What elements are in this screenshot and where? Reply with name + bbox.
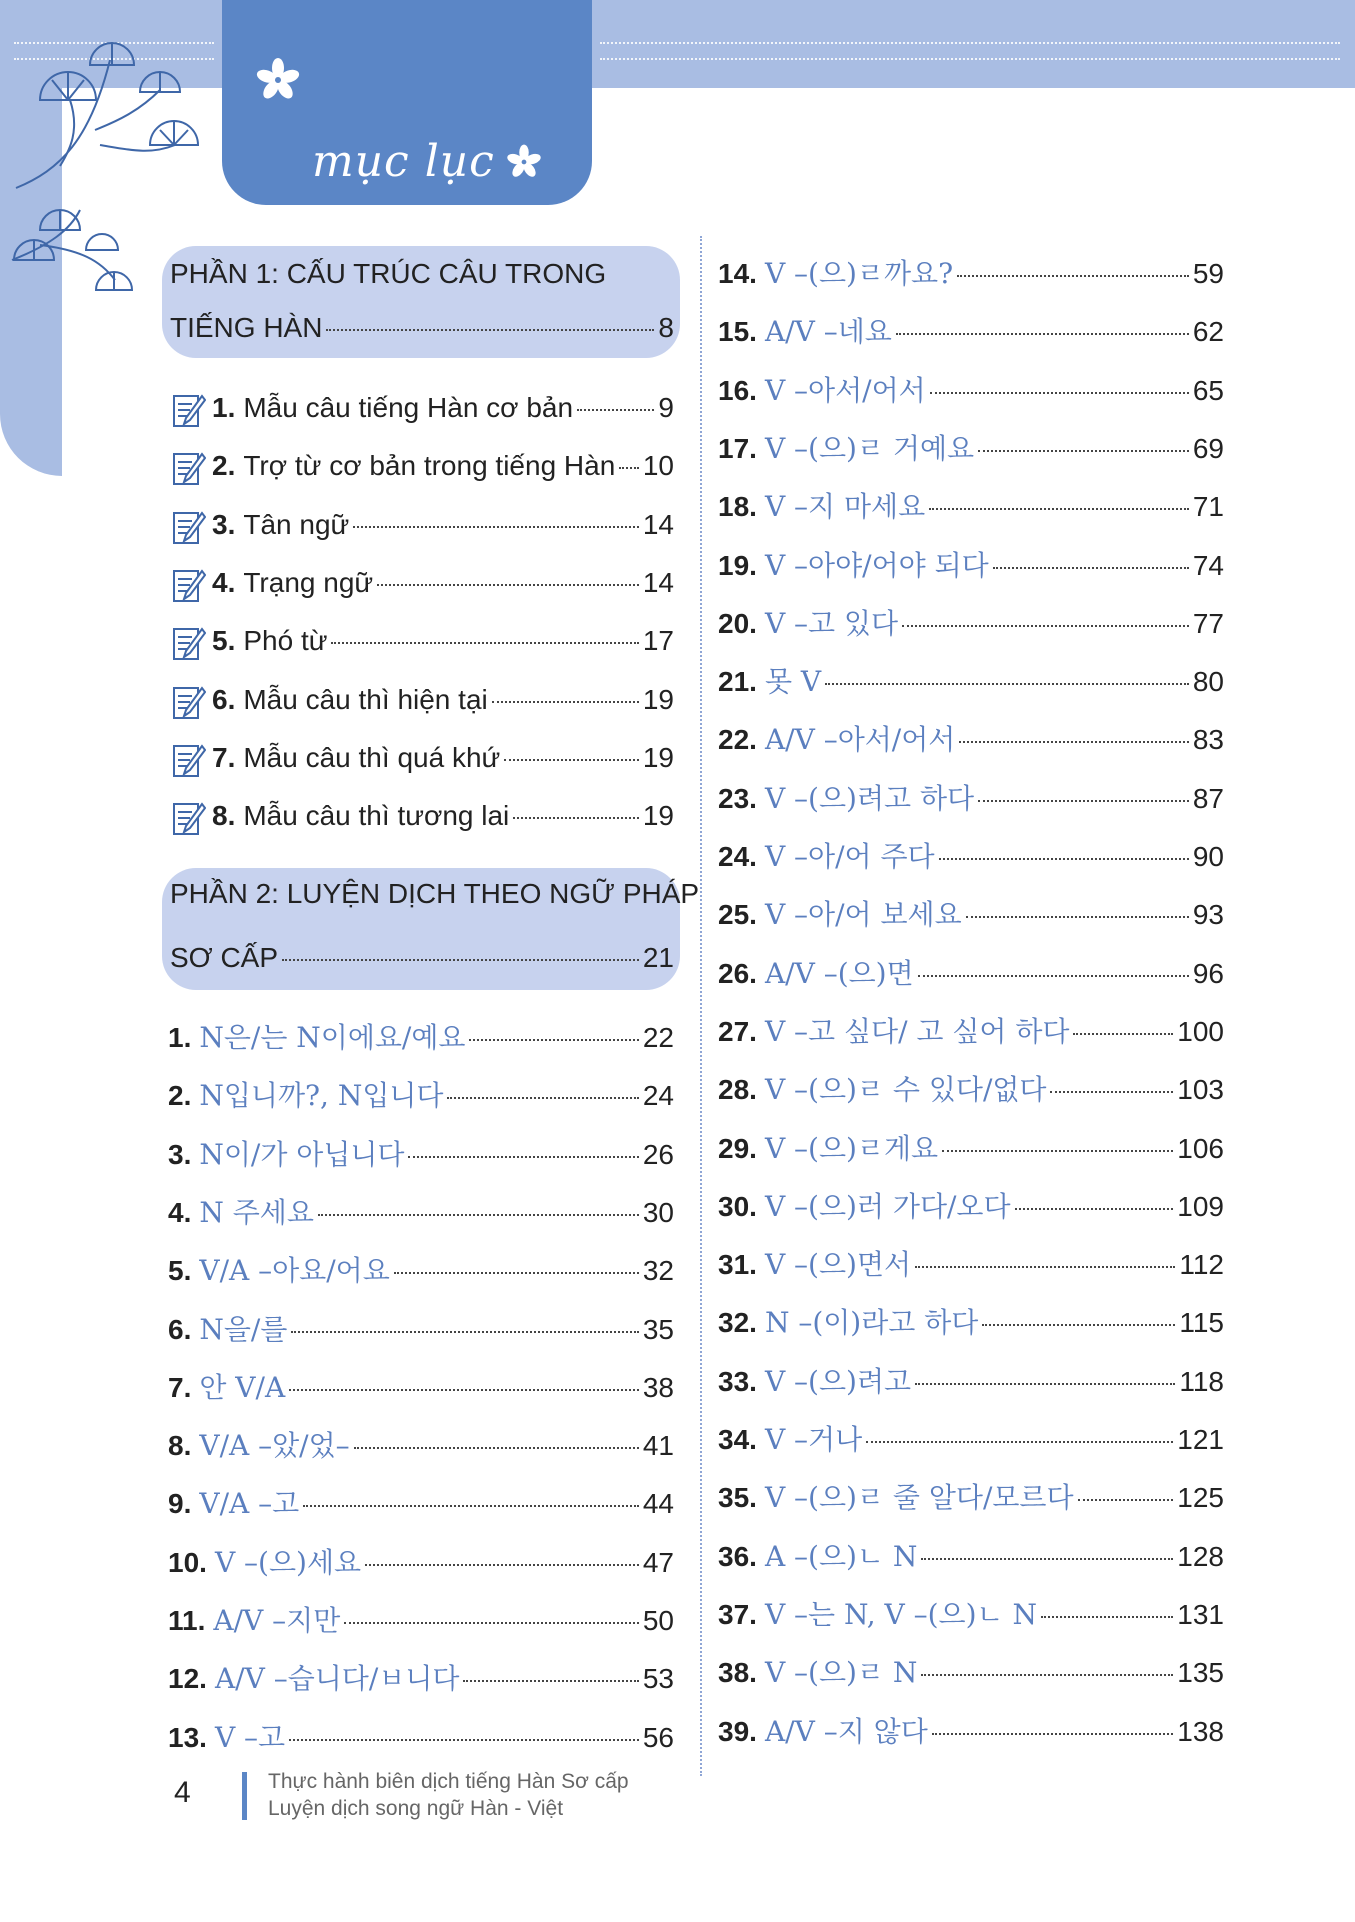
dot-leader — [1015, 1208, 1174, 1210]
toc-entry-page: 32 — [642, 1255, 674, 1287]
footer-page-number: 4 — [174, 1776, 191, 1809]
dot-leader — [978, 800, 1189, 802]
note-pencil-icon — [172, 800, 206, 836]
toc-entry-title: N은/는 N이에요/예요 — [199, 1021, 466, 1054]
toc-entry[interactable] — [718, 1651, 1224, 1691]
dot-leader — [354, 1447, 639, 1449]
dot-leader — [1041, 1616, 1173, 1618]
toc-entry[interactable] — [168, 1249, 674, 1289]
dot-leader — [959, 741, 1189, 743]
toc-entry-number: 4. — [212, 566, 236, 598]
footer-divider — [242, 1772, 247, 1820]
toc-entry[interactable] — [718, 1476, 1224, 1516]
toc-entry-title: N이/가 아닙니다 — [199, 1137, 405, 1171]
toc-entry-title: V –(으)ㄹ N — [764, 1656, 918, 1690]
toc-entry[interactable] — [212, 625, 674, 665]
toc-entry-title: Mẫu câu thì quá khứ — [243, 741, 501, 773]
dot-leader — [993, 567, 1189, 569]
toc-entry-number: 5. — [168, 1255, 192, 1287]
toc-entry-title: V –(으)ㄹ 줄 알다/모르다 — [764, 1481, 1074, 1515]
toc-entry-title: Trạng ngữ — [243, 566, 374, 598]
toc-entry-title: V –고 — [214, 1720, 286, 1754]
toc-entry[interactable] — [718, 252, 1224, 292]
toc-entry-page: 87 — [1192, 782, 1224, 814]
dot-leader — [942, 1150, 1173, 1152]
toc-entry-page: 65 — [1192, 374, 1224, 406]
toc-entry-number: 13. — [168, 1721, 207, 1753]
toc-entry-number: 4. — [168, 1196, 192, 1228]
toc-entry-page: 109 — [1177, 1190, 1224, 1222]
dot-leader — [463, 1680, 638, 1682]
dot-leader — [504, 759, 639, 761]
toc-entry-number: 3. — [168, 1138, 192, 1170]
toc-entry[interactable] — [212, 509, 674, 549]
toc-entry[interactable] — [168, 1133, 674, 1173]
dot-leader — [353, 526, 639, 528]
toc-entry-number: 23. — [718, 782, 757, 814]
dot-leader — [289, 1739, 639, 1741]
toc-entry[interactable] — [212, 684, 674, 724]
toc-entry[interactable] — [718, 602, 1224, 642]
dot-leader — [303, 1505, 639, 1507]
toc-entry[interactable] — [718, 835, 1224, 875]
toc-entry[interactable] — [168, 1424, 674, 1464]
toc-entry[interactable] — [718, 1710, 1224, 1750]
toc-entry-number: 22. — [718, 724, 757, 756]
toc-entry-page: 112 — [1179, 1249, 1224, 1281]
toc-entry-page: 50 — [642, 1605, 674, 1636]
toc-entry-number: 7. — [212, 741, 236, 773]
toc-entry[interactable] — [212, 742, 674, 782]
toc-entry-page: 135 — [1177, 1657, 1224, 1689]
section-part-2-title: PHẦN 2: LUYỆN DỊCH THEO NGỮ PHÁP — [170, 878, 700, 909]
toc-entry-number: 14. — [718, 258, 757, 289]
toc-entry-page: 19 — [642, 741, 674, 773]
toc-entry[interactable] — [168, 1308, 674, 1348]
toc-entry-title: N을/를 — [199, 1312, 288, 1346]
toc-entry-number: 29. — [718, 1132, 757, 1164]
dot-leader — [377, 584, 639, 586]
toc-entry-title: V –(으)려고 하다 — [764, 781, 975, 815]
toc-entry-title: Mẫu câu tiếng Hàn cơ bản — [243, 392, 574, 423]
toc-entry-number: 36. — [718, 1540, 757, 1572]
toc-entry-page: 80 — [1192, 666, 1224, 698]
toc-entry-title: V –거나 — [764, 1423, 863, 1456]
toc-entry-title: V –(으)ㄹ 거예요 — [764, 431, 975, 465]
page-title: mục lục — [312, 136, 495, 187]
toc-entry[interactable] — [718, 1068, 1224, 1108]
dot-leader — [902, 625, 1189, 627]
toc-entry-title: Trợ từ cơ bản trong tiếng Hàn — [243, 450, 616, 482]
toc-entry-number: 11. — [168, 1605, 206, 1636]
note-pencil-icon — [172, 509, 206, 545]
toc-entry-page: 56 — [642, 1721, 674, 1753]
toc-entry-number: 16. — [718, 374, 757, 406]
toc-entry-number: 8. — [168, 1430, 192, 1462]
toc-entry[interactable] — [168, 1191, 674, 1231]
dot-leader — [982, 1324, 1175, 1326]
dot-leader — [939, 858, 1189, 860]
toc-entry-number: 3. — [212, 508, 236, 540]
top-band — [0, 0, 1355, 88]
toc-entry-title: A/V –아서/어서 — [764, 723, 956, 757]
toc-entry-title: V –(으)면서 — [764, 1248, 912, 1282]
dot-leader — [318, 1214, 639, 1216]
dot-leader — [896, 333, 1189, 335]
dot-leader — [469, 1039, 638, 1041]
toc-entry-number: 21. — [718, 666, 757, 698]
note-pencil-icon — [172, 567, 206, 603]
toc-entry[interactable] — [212, 392, 674, 432]
dotted-line — [600, 42, 1340, 44]
toc-entry[interactable] — [212, 567, 674, 607]
toc-entry[interactable] — [168, 1016, 674, 1056]
footer-book-title: Thực hành biên dịch tiếng Hàn Sơ cấp — [268, 1770, 629, 1793]
dot-leader — [915, 1266, 1175, 1268]
toc-entry-title: V –아서/어서 — [764, 373, 926, 407]
toc-entry-number: 34. — [718, 1424, 757, 1455]
toc-entry-number: 8. — [212, 800, 236, 832]
toc-entry[interactable] — [168, 1366, 674, 1406]
toc-entry[interactable] — [718, 1185, 1224, 1225]
toc-entry-number: 25. — [718, 899, 757, 931]
toc-entry[interactable] — [718, 1301, 1224, 1341]
dot-leader — [921, 1674, 1173, 1676]
dot-leader — [1073, 1033, 1173, 1035]
dot-leader — [447, 1097, 638, 1099]
toc-entry-title: N –(이)라고 하다 — [764, 1306, 979, 1340]
toc-entry-page: 115 — [1179, 1307, 1224, 1339]
toc-entry-number: 10. — [168, 1546, 207, 1578]
toc-entry-title: V –는 N, V –(으)ㄴ N — [764, 1597, 1037, 1631]
dot-leader — [915, 1383, 1175, 1385]
dot-leader — [932, 1733, 1174, 1735]
toc-entry-number: 35. — [718, 1482, 757, 1514]
toc-entry-page: 83 — [1192, 724, 1224, 756]
toc-entry-page: 9 — [658, 392, 674, 423]
toc-entry[interactable] — [718, 1360, 1224, 1400]
page-number: 21 — [642, 942, 674, 973]
toc-entry-title: A/V –네요 — [764, 315, 892, 349]
dot-leader — [577, 409, 654, 411]
dot-leader — [825, 683, 1189, 685]
toc-entry[interactable] — [718, 1593, 1224, 1633]
toc-entry-number: 6. — [212, 683, 236, 715]
toc-entry-number: 26. — [718, 957, 757, 989]
toc-entry-page: 125 — [1177, 1482, 1224, 1514]
toc-entry-title: A/V –지만 — [213, 1604, 341, 1637]
toc-entry[interactable] — [168, 1599, 674, 1639]
toc-entry-title: Mẫu câu thì hiện tại — [243, 683, 488, 715]
section-part-1-entry[interactable] — [170, 312, 674, 352]
dot-leader — [326, 329, 654, 331]
toc-entry-page: 30 — [642, 1196, 674, 1228]
toc-entry-page: 35 — [642, 1313, 674, 1345]
toc-entry-number: 1. — [168, 1022, 192, 1053]
note-pencil-icon — [172, 450, 206, 486]
toc-entry-title: V –지 마세요 — [764, 490, 926, 524]
toc-entry[interactable] — [718, 660, 1224, 700]
toc-entry-title: V/A –아요/어요 — [199, 1254, 390, 1288]
toc-entry-page: 71 — [1192, 491, 1224, 523]
toc-entry-page: 96 — [1192, 957, 1224, 989]
toc-entry-page: 121 — [1177, 1424, 1224, 1455]
toc-entry-page: 26 — [642, 1138, 674, 1170]
toc-entry-number: 28. — [718, 1074, 757, 1106]
toc-entry-number: 7. — [168, 1371, 192, 1403]
toc-entry[interactable] — [212, 450, 674, 490]
toc-entry[interactable] — [718, 1535, 1224, 1575]
toc-entry-number: 18. — [718, 491, 757, 523]
toc-entry[interactable] — [718, 777, 1224, 817]
toc-entry-title: Mẫu câu thì tương lai — [243, 800, 510, 832]
toc-entry-page: 118 — [1179, 1365, 1224, 1397]
dot-leader — [619, 467, 639, 469]
section-part-2-entry[interactable] — [170, 942, 674, 982]
toc-entry-page: 41 — [642, 1430, 674, 1462]
toc-entry-number: 37. — [718, 1598, 757, 1630]
toc-entry-page: 14 — [642, 508, 674, 540]
dot-leader — [408, 1156, 638, 1158]
dot-leader — [291, 1331, 638, 1333]
toc-entry-page: 100 — [1177, 1015, 1224, 1047]
toc-entry-number: 20. — [718, 607, 757, 639]
toc-entry[interactable] — [718, 485, 1224, 525]
toc-entry-page: 90 — [1192, 841, 1224, 872]
note-pencil-icon — [172, 684, 206, 720]
dot-leader — [921, 1558, 1173, 1560]
note-pencil-icon — [172, 625, 206, 661]
toc-entry-title: V –(으)ㄹ 수 있다/없다 — [764, 1073, 1047, 1107]
toc-entry[interactable] — [718, 952, 1224, 992]
toc-entry-page: 38 — [642, 1371, 674, 1403]
toc-entry-title: V –고 있다 — [764, 606, 899, 640]
toc-entry[interactable] — [168, 1074, 674, 1114]
toc-entry-number: 15. — [718, 316, 757, 348]
toc-entry-title: V/A –고 — [199, 1487, 300, 1521]
toc-entry-page: 14 — [642, 566, 674, 598]
dot-leader — [966, 916, 1189, 918]
toc-entry-title: A/V –습니다/ㅂ니다 — [214, 1662, 460, 1696]
toc-entry-title: A/V –(으)면 — [764, 956, 914, 990]
toc-entry-title: 못 V — [764, 665, 822, 699]
note-pencil-icon — [172, 742, 206, 778]
toc-entry-page: 62 — [1192, 316, 1224, 348]
toc-entry-title: V –아/어 보세요 — [764, 898, 962, 932]
toc-entry[interactable] — [168, 1482, 674, 1522]
toc-entry[interactable] — [718, 893, 1224, 933]
toc-entry-title: V –아/어 주다 — [764, 840, 935, 873]
toc-entry-page: 69 — [1192, 432, 1224, 464]
toc-entry-number: 32. — [718, 1307, 757, 1339]
dot-leader — [344, 1622, 639, 1624]
toc-entry-number: 38. — [718, 1657, 757, 1689]
toc-entry-title: A –(으)ㄴ N — [764, 1539, 918, 1573]
toc-entry-page: 47 — [642, 1546, 674, 1578]
toc-entry[interactable] — [718, 310, 1224, 350]
section-part-2-title-2: SƠ CẤP — [170, 942, 279, 973]
toc-entry-page: 44 — [642, 1488, 674, 1520]
note-pencil-icon — [172, 392, 206, 428]
dot-leader — [289, 1389, 639, 1391]
section-part-1-title-2: TIẾNG HÀN — [170, 312, 323, 343]
toc-entry-page: 22 — [642, 1022, 674, 1053]
dot-leader — [282, 959, 639, 961]
toc-entry-number: 19. — [718, 549, 757, 581]
toc-entry[interactable] — [168, 1541, 674, 1581]
toc-entry-title: Phó từ — [243, 625, 328, 657]
toc-entry-page: 19 — [642, 683, 674, 715]
toc-entry-number: 1. — [212, 392, 236, 423]
toc-entry[interactable] — [718, 718, 1224, 758]
toc-entry-number: 31. — [718, 1249, 757, 1281]
toc-entry-page: 10 — [642, 450, 674, 482]
section-part-1-title: PHẦN 1: CẤU TRÚC CÂU TRONG — [170, 258, 607, 289]
toc-entry-number: 24. — [718, 841, 757, 872]
flower-icon — [254, 56, 302, 104]
toc-entry-number: 27. — [718, 1015, 757, 1047]
toc-entry-page: 19 — [642, 800, 674, 832]
column-divider — [700, 236, 702, 1776]
page-number: 8 — [658, 312, 674, 343]
toc-entry-number: 5. — [212, 625, 236, 657]
dot-leader — [918, 975, 1189, 977]
toc-entry-page: 74 — [1192, 549, 1224, 581]
toc-entry-page: 138 — [1177, 1715, 1224, 1747]
toc-entry-title: V/A –았/었– — [199, 1429, 350, 1463]
toc-entry[interactable] — [718, 427, 1224, 467]
toc-entry-page: 17 — [642, 625, 674, 657]
toc-entry-number: 30. — [718, 1190, 757, 1222]
toc-entry-number: 2. — [168, 1080, 192, 1112]
dot-leader — [866, 1441, 1173, 1443]
toc-entry[interactable] — [718, 1010, 1224, 1050]
dotted-line — [600, 58, 1340, 60]
toc-entry-page: 131 — [1177, 1598, 1224, 1630]
toc-entry-page: 106 — [1177, 1132, 1224, 1164]
toc-entry-title: V –아야/어야 되다 — [764, 548, 989, 582]
toc-entry[interactable] — [168, 1716, 674, 1756]
toc-entry-number: 33. — [718, 1365, 757, 1397]
dot-leader — [492, 701, 639, 703]
toc-entry-title: V –(으)ㄹ게요 — [764, 1131, 939, 1165]
toc-entry[interactable] — [212, 800, 674, 840]
toc-entry-page: 59 — [1192, 258, 1224, 289]
toc-entry[interactable] — [718, 544, 1224, 584]
toc-entry[interactable] — [718, 369, 1224, 409]
toc-entry-page: 24 — [642, 1080, 674, 1112]
toc-entry-page: 103 — [1177, 1074, 1224, 1106]
toc-entry[interactable] — [718, 1418, 1224, 1458]
toc-entry-title: N 주세요 — [199, 1195, 314, 1229]
dot-leader — [513, 817, 639, 819]
toc-entry-number: 39. — [718, 1715, 757, 1747]
dot-leader — [1050, 1091, 1173, 1093]
dot-leader — [929, 508, 1189, 510]
toc-entry-page: 93 — [1192, 899, 1224, 931]
toc-entry[interactable] — [168, 1657, 674, 1697]
toc-entry-page: 53 — [642, 1663, 674, 1695]
dot-leader — [957, 275, 1189, 277]
dot-leader — [331, 642, 638, 644]
toc-entry-title: V –(으)세요 — [214, 1545, 362, 1579]
toc-entry[interactable] — [718, 1127, 1224, 1167]
toc-entry-page: 128 — [1177, 1540, 1224, 1572]
toc-entry-number: 9. — [168, 1488, 192, 1520]
dot-leader — [365, 1564, 639, 1566]
dot-leader — [930, 392, 1189, 394]
toc-entry[interactable] — [718, 1243, 1224, 1283]
toc-entry-number: 6. — [168, 1313, 192, 1345]
dot-leader — [394, 1272, 639, 1274]
toc-entry-title: Tân ngữ — [243, 508, 350, 540]
dot-leader — [978, 450, 1189, 452]
footer-subtitle: Luyện dịch song ngữ Hàn - Việt — [268, 1797, 564, 1820]
toc-entry-title: V –(으)ㄹ까요? — [764, 257, 954, 290]
toc-entry-title: A/V –지 않다 — [764, 1714, 928, 1748]
toc-entry-number: 17. — [718, 432, 757, 464]
toc-entry-page: 77 — [1192, 607, 1224, 639]
toc-entry-title: V –고 싶다/ 고 싶어 하다 — [764, 1014, 1070, 1048]
toc-entry-title: V –(으)려고 — [764, 1364, 912, 1398]
toc-entry-title: N입니까?, N입니다 — [199, 1079, 444, 1113]
toc-entry-title: 안 V/A — [199, 1370, 286, 1404]
toc-entry-number: 2. — [212, 450, 236, 482]
toc-entry-title: V –(으)러 가다/오다 — [764, 1189, 1011, 1223]
toc-entry-number: 12. — [168, 1663, 207, 1695]
dot-leader — [1078, 1499, 1174, 1501]
flower-icon — [505, 143, 543, 181]
